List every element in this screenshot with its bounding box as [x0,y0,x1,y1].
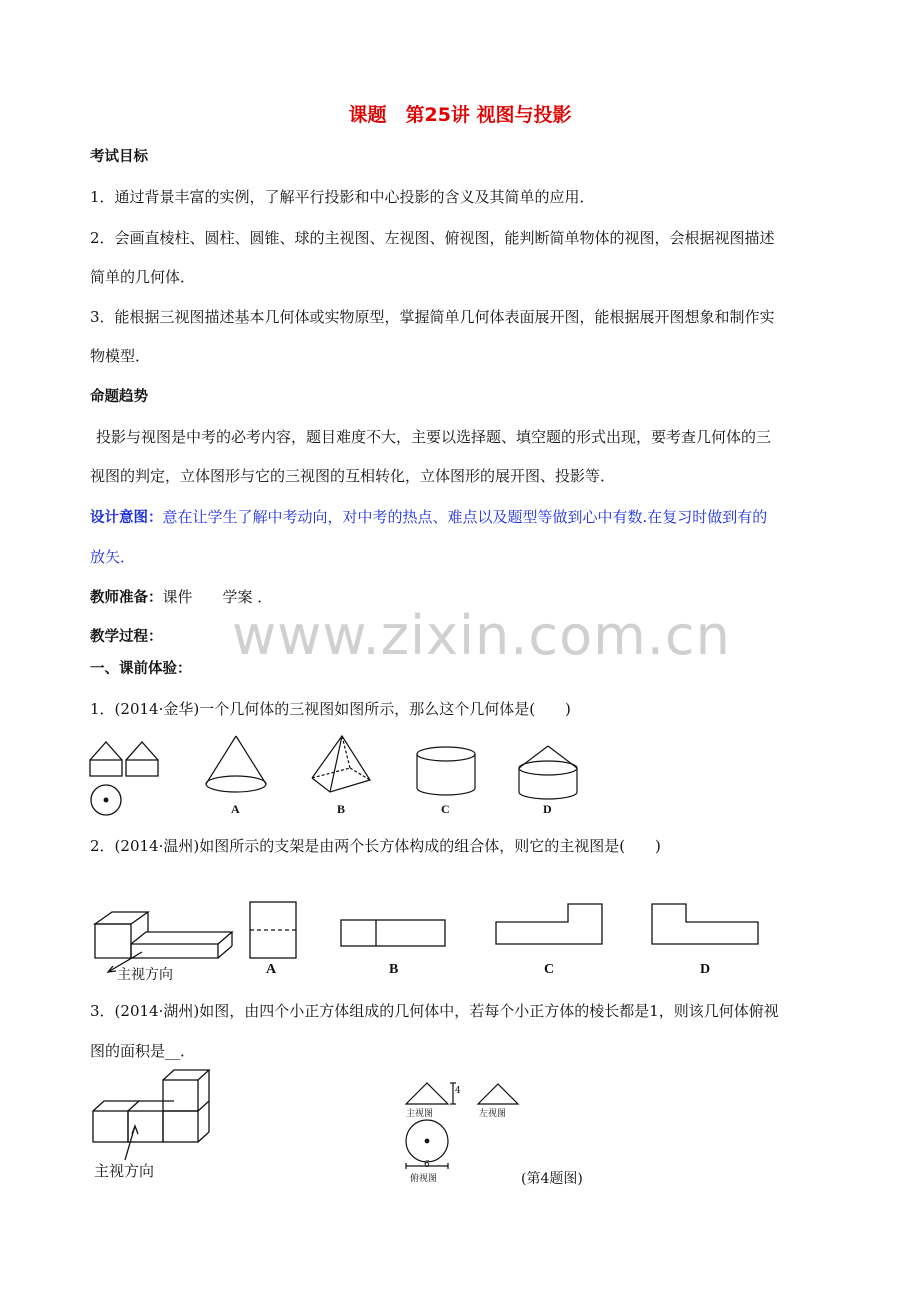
prep-text: 课件 学案 ． [162,588,273,606]
q2-label-c: C [544,962,555,977]
prep-label: 教师准备： [90,590,163,606]
q2-label-a: A [266,962,277,977]
goal-2-line2: 简单的几何体． [90,268,196,286]
q4-side-triangle [478,1084,518,1104]
page-title: 课题 第25讲 视图与投影 [348,104,572,126]
goal-heading: 考试目标 [90,149,148,165]
design-line2: 放矢． [90,548,136,566]
process-heading: 教学过程： [90,629,163,645]
pre-heading: 一、课前体验： [90,661,192,677]
q3-view-direction: 主视方向 [94,1162,155,1180]
goal-3-line2: 物模型． [90,347,151,365]
goal-2-line1: 2．会画直棱柱、圆柱、圆锥、球的主视图、左视图、俯视图，能判断简单物体的视图，会根据视图描述 [90,229,775,247]
question-2: 2．(2014·温州)如图所示的支架是由两个长方体构成的组合体，则它的主视图是( ) [90,837,661,855]
q4-dim-height: 4 [455,1086,461,1096]
question-3-line2: 图的面积是__． [90,1042,196,1060]
q4-front-view-label: 主视图 [406,1109,434,1119]
q1-label-d: D [543,802,552,816]
trend-line1: 投影与视图是中考的必考内容，题目难度不大，主要以选择题、填空题的形式出现，要考查几何体的三 [96,428,772,446]
q2-view-direction: 主视方向 [117,967,173,983]
trend-heading: 命题趋势 [90,389,148,405]
q4-side-view-label: 左视图 [479,1109,507,1119]
q4-caption: (第4题图) [521,1171,583,1187]
q1-label-c: C [441,802,450,816]
question-3-line1: 3．(2014·湖州)如图，由四个小正方体组成的几何体中，若每个小正方体的棱长都是1，则该几何体俯视 [90,1002,779,1020]
watermark: www.zixin.com.cn [232,604,731,667]
design-text: 意在让学生了解中考动向，对中考的热点、难点以及题型等做到心中有数.在复习时做到有的 [162,508,768,526]
q4-top-view-label: 俯视图 [410,1174,438,1184]
question-1: 1．(2014·金华)一个几何体的三视图如图所示，那么这个几何体是( ) [90,700,571,718]
q2-label-d: D [700,962,711,977]
q4-front-triangle [406,1083,448,1104]
q2-label-b: B [389,962,399,977]
q1-label-a: A [231,802,240,816]
goal-3-line1: 3．能根据三视图描述基本几何体或实物原型，掌握简单几何体表面展开图，能根据展开图想象和制作实 [90,308,775,326]
design-label: 设计意图： [90,510,163,526]
q1-label-b: B [337,802,346,816]
q4-dim-width: 6 [424,1160,430,1170]
goal-1: 1．通过背景丰富的实例，了解平行投影和中心投影的含义及其简单的应用． [90,188,595,206]
trend-line2: 视图的判定，立体图形与它的三视图的互相转化，立体图形的展开图、投影等． [90,467,616,485]
